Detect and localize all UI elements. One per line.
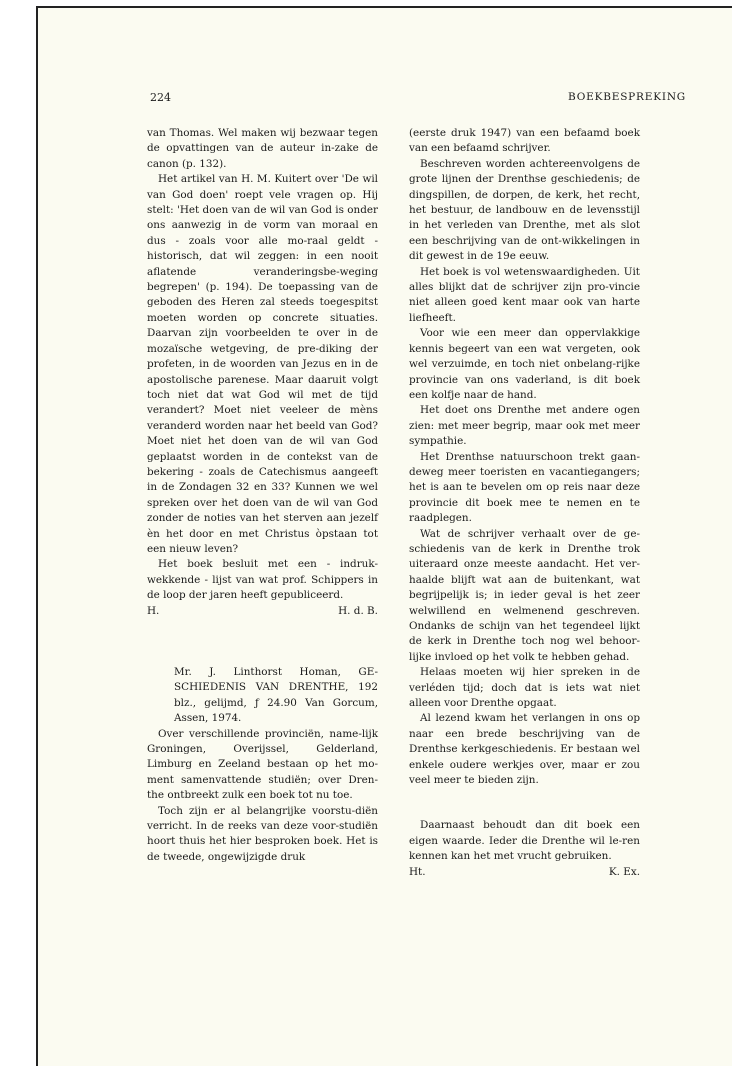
paragraph: van Thomas. Wel maken wij bezwaar tegen de opvattingen van de auteur in-zake de canon (p. 132). xyxy=(147,127,378,170)
paragraph: Beschreven worden achtereenvolgens de grote lijnen der Drenthse geschiedenis; de dingspillen, de dorpen, de kerk, het recht, het bestuur, de landbouw en de levensstijl in het verleden van Drenthe, met als slot een beschrijving van de ont-wikkelingen in dit gewest in de 19e eeuw. xyxy=(409,157,640,263)
paragraph: Het doet ons Drenthe met andere ogen zien: met meer begrip, maar ook met meer sympathie. xyxy=(409,404,640,448)
signature-line xyxy=(409,865,640,880)
page-number: 224 xyxy=(150,91,171,104)
paragraph: Het Drenthse natuurschoon trekt gaan-deweg meer toeristen en vacantiegangers; het is aan te bevelen om op reis naar deze provincie dit boek mee te nemen en te raadplegen. xyxy=(409,450,640,525)
left-column xyxy=(147,126,378,865)
spacer xyxy=(409,788,640,818)
paragraph: Toch zijn er al belangrijke voorstu-diën verricht. In de reeks van deze voor-studiën hoort thuis het hier besproken boek. Het is de tweede, ongewijzigde druk xyxy=(147,804,378,863)
paragraph: Al lezend kwam het verlangen in ons op naar een brede beschrijving van de Drenthse kerkgeschiedenis. Er bestaan wel enkele oudere werkjes over, maar er zou veel meer te bieden zijn. xyxy=(409,712,640,787)
signature-initials: Ht. xyxy=(409,865,426,878)
section-title: BOEKBESPREKING xyxy=(567,91,686,103)
signature-name: K. Ex. xyxy=(608,865,640,878)
paragraph: Voor wie een meer dan oppervlakkige kennis begeert van een wat vergeten, ook wel verzuimde, en toch niet onbelang-rijke provincie van ons vaderland, is dit boek een kolfje naar de hand. xyxy=(409,327,640,401)
paragraph: Het boek is vol wetenswaardigheden. Uit alles blijkt dat de schrijver zijn pro-vincie niet alleen goed kent maar ook van harte liefheeft. xyxy=(409,265,640,324)
paragraph: Over verschillende provinciën, name-lijk Groningen, Overijssel, Gelderland, Limburg en Zeeland bestaan op het mo-ment samenvattende studiën; over Dren-the ontbreekt zulk een boek tot nu toe. xyxy=(147,727,378,802)
signature-name: H. d. B. xyxy=(338,604,378,617)
review-book-header: Mr. J. Linthorst Homan, GE-SCHIEDENIS VAN DRENTHE, 192 blz., gelijmd, ƒ 24.90 Van Gorcum, Assen, 1974. xyxy=(174,666,378,725)
paragraph: Het artikel van H. M. Kuitert over 'De wil van God doen' roept vele vragen op. Hij stelt: 'Het doen van de wil van God is onder ons aanwezig in de vorm van moraal en dus - zoals voor alle mo-raal geldt - historisch, dat wil zeggen: in een nooit aflatende veranderingsbe-weging begrepen' (p. 194). De toepassing van de geboden des Heren zal steeds toegespitst moeten worden op concrete situaties. Daarvan zijn voorbeelden te over in de mozaïsche wetgeving, de pre-diking der profeten, in de woorden van Jezus en in de apostolische parenese. Maar daaruit volgt toch niet dat wat God wil met de tijd verandert? Moet niet veeleer de mèns veranderd worden naar het beeld van God? Moet niet het doen van de wil van God geplaatst worden in de contekst van de bekering - zoals de Catechismus aangeeft in de Zondagen 32 en 33? Kunnen we wel spreken over het doen van de wil van God zonder de noties van het sterven aan jezelf èn het door en met Christus òpstaan tot een nieuw leven? xyxy=(147,173,378,555)
paragraph: Het boek besluit met een - indruk-wekkende - lijst van wat prof. Schippers in de loop der jaren heeft gepubliceerd. xyxy=(147,558,378,602)
right-column xyxy=(409,126,640,880)
paragraph: Helaas moeten wij hier spreken in de verléden tijd; doch dat is iets wat niet alleen voor Drenthe opgaat. xyxy=(409,666,640,710)
paragraph: (eerste druk 1947) van een befaamd boek van een befaamd schrijver. xyxy=(409,127,640,155)
signature-initials: H. xyxy=(147,604,160,617)
paragraph: Wat de schrijver verhaalt over de ge-schiedenis van de kerk in Drenthe trok uiteraard onze meeste aandacht. Het ver-haalde blijft wat aan de buitenkant, wat begrijpelijk is; in ieder geval is het zeer welwillend en welmenend geschreven. Ondanks de schijn van het tegendeel lijkt de kerk in Drenthe toch nog wel behoor-lijke invloed op het volk te hebben gehad. xyxy=(409,527,640,663)
book-page xyxy=(36,6,732,1066)
signature-line xyxy=(147,604,378,619)
paragraph: Daarnaast behoudt dan dit boek een eigen waarde. Ieder die Drenthe wil le-ren kennen kan het met vrucht gebruiken. xyxy=(409,819,640,863)
